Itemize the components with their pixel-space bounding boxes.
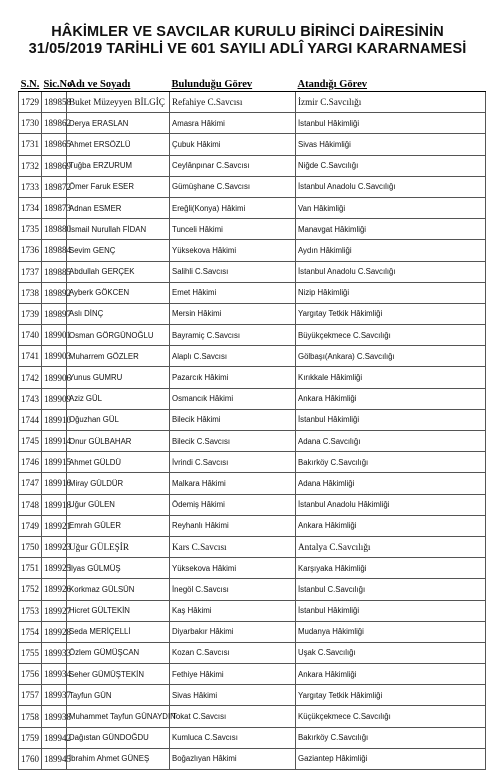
table-row bbox=[19, 558, 486, 579]
cell-name: İlyas GÜLMÜŞ bbox=[67, 558, 170, 579]
table-row bbox=[19, 621, 486, 642]
cell-assigned-post: Bakırköy C.Savcılığı bbox=[296, 452, 486, 473]
cell-sicil: 189873 bbox=[42, 197, 67, 218]
table-header-row bbox=[19, 74, 486, 92]
cell-sicil: 189862 bbox=[42, 113, 67, 134]
cell-sn: 1731 bbox=[19, 134, 42, 155]
cell-sn: 1734 bbox=[19, 197, 42, 218]
cell-assigned-post: Ankara Hâkimliği bbox=[296, 664, 486, 685]
cell-name: Muhammet Tayfun GÜNAYDIN bbox=[67, 706, 170, 727]
cell-sn: 1729 bbox=[19, 92, 42, 113]
cell-current-post: Osmancık Hâkimi bbox=[170, 388, 296, 409]
cell-assigned-post: Nizip Hâkimliği bbox=[296, 282, 486, 303]
cell-assigned-post: Gaziantep Hâkimliği bbox=[296, 748, 486, 769]
cell-sicil: 189926 bbox=[42, 579, 67, 600]
cell-assigned-post: Bakırköy C.Savcılığı bbox=[296, 727, 486, 748]
cell-current-post: Salihli C.Savcısı bbox=[170, 261, 296, 282]
cell-sicil: 189916 bbox=[42, 473, 67, 494]
cell-sicil: 189869 bbox=[42, 155, 67, 176]
cell-sn: 1756 bbox=[19, 664, 42, 685]
cell-sicil: 189880 bbox=[42, 219, 67, 240]
cell-sn: 1755 bbox=[19, 642, 42, 663]
cell-sn: 1746 bbox=[19, 452, 42, 473]
cell-assigned-post: İstanbul Hâkimliği bbox=[296, 113, 486, 134]
cell-sicil: 189914 bbox=[42, 431, 67, 452]
cell-name: Özlem GÜMÜŞCAN bbox=[67, 642, 170, 663]
table-row bbox=[19, 92, 486, 113]
cell-sn: 1739 bbox=[19, 303, 42, 324]
cell-current-post: Boğazlıyan Hâkimi bbox=[170, 748, 296, 769]
table-row bbox=[19, 727, 486, 748]
cell-assigned-post: İstanbul Anadolu C.Savcılığı bbox=[296, 176, 486, 197]
column-header-name: Adı ve Soyadı bbox=[67, 74, 170, 92]
cell-name: Muharrem GÖZLER bbox=[67, 346, 170, 367]
cell-sn: 1730 bbox=[19, 113, 42, 134]
table-row bbox=[19, 303, 486, 324]
table-row bbox=[19, 367, 486, 388]
cell-current-post: İvrindi C.Savcısı bbox=[170, 452, 296, 473]
cell-assigned-post: Manavgat Hâkimliği bbox=[296, 219, 486, 240]
cell-assigned-post: Uşak C.Savcılığı bbox=[296, 642, 486, 663]
cell-assigned-post: Antalya C.Savcılığı bbox=[296, 536, 486, 557]
cell-name: Seher GÜMÜŞTEKİN bbox=[67, 664, 170, 685]
table-row bbox=[19, 685, 486, 706]
cell-sicil: 189906 bbox=[42, 367, 67, 388]
table-row bbox=[19, 219, 486, 240]
cell-current-post: Reyhanlı Hâkimi bbox=[170, 515, 296, 536]
cell-assigned-post: Yargıtay Tetkik Hâkimliği bbox=[296, 685, 486, 706]
cell-current-post: Kaş Hâkimi bbox=[170, 600, 296, 621]
cell-current-post: Kars C.Savcısı bbox=[170, 536, 296, 557]
cell-sn: 1748 bbox=[19, 494, 42, 515]
appointments-table bbox=[18, 74, 486, 770]
cell-sn: 1749 bbox=[19, 515, 42, 536]
table-row bbox=[19, 642, 486, 663]
cell-sn: 1742 bbox=[19, 367, 42, 388]
table-row bbox=[19, 197, 486, 218]
cell-assigned-post: Van Hâkimliği bbox=[296, 197, 486, 218]
cell-name: Yunus GUMRU bbox=[67, 367, 170, 388]
cell-sicil: 189884 bbox=[42, 240, 67, 261]
table-body bbox=[19, 92, 486, 770]
cell-sicil: 189938 bbox=[42, 706, 67, 727]
cell-sicil: 189933 bbox=[42, 642, 67, 663]
column-header-sicil: Sic.No bbox=[42, 74, 67, 92]
cell-name: Tuğba ERZURUM bbox=[67, 155, 170, 176]
cell-current-post: Yüksekova Hâkimi bbox=[170, 240, 296, 261]
cell-name: Abdullah GERÇEK bbox=[67, 261, 170, 282]
cell-name: Ahmet GÜLDÜ bbox=[67, 452, 170, 473]
cell-sn: 1732 bbox=[19, 155, 42, 176]
cell-name: Oğuzhan GÜL bbox=[67, 409, 170, 430]
cell-sn: 1736 bbox=[19, 240, 42, 261]
cell-sn: 1752 bbox=[19, 579, 42, 600]
cell-assigned-post: İzmir C.Savcılığı bbox=[296, 92, 486, 113]
column-header-assigned-post: Atandığı Görev bbox=[296, 74, 486, 92]
cell-current-post: Tokat C.Savcısı bbox=[170, 706, 296, 727]
cell-assigned-post: Niğde C.Savcılığı bbox=[296, 155, 486, 176]
cell-current-post: İnegöl C.Savcısı bbox=[170, 579, 296, 600]
cell-sn: 1747 bbox=[19, 473, 42, 494]
table-row bbox=[19, 600, 486, 621]
table-row bbox=[19, 155, 486, 176]
table-row bbox=[19, 515, 486, 536]
cell-name: Tayfun GÜN bbox=[67, 685, 170, 706]
cell-sn: 1741 bbox=[19, 346, 42, 367]
cell-name: Dağıstan GÜNDOĞDU bbox=[67, 727, 170, 748]
cell-sicil: 189937 bbox=[42, 685, 67, 706]
cell-current-post: Bilecik C.Savcısı bbox=[170, 431, 296, 452]
table-row bbox=[19, 748, 486, 769]
cell-name: Emrah GÜLER bbox=[67, 515, 170, 536]
cell-current-post: Çubuk Hâkimi bbox=[170, 134, 296, 155]
table-row bbox=[19, 113, 486, 134]
cell-sn: 1737 bbox=[19, 261, 42, 282]
cell-sn: 1743 bbox=[19, 388, 42, 409]
cell-sicil: 189909 bbox=[42, 388, 67, 409]
cell-name: Uğur GÜLEŞİR bbox=[67, 536, 170, 557]
cell-sn: 1758 bbox=[19, 706, 42, 727]
cell-current-post: Ceylânpınar C.Savcısı bbox=[170, 155, 296, 176]
cell-sn: 1760 bbox=[19, 748, 42, 769]
cell-sicil: 189885 bbox=[42, 261, 67, 282]
table-row bbox=[19, 409, 486, 430]
cell-name: Adnan ESMER bbox=[67, 197, 170, 218]
table-row bbox=[19, 346, 486, 367]
cell-sicil: 189921 bbox=[42, 515, 67, 536]
cell-assigned-post: İstanbul Hâkimliği bbox=[296, 409, 486, 430]
cell-current-post: Amasra Hâkimi bbox=[170, 113, 296, 134]
cell-name: Ömer Faruk ESER bbox=[67, 176, 170, 197]
cell-current-post: Alaplı C.Savcısı bbox=[170, 346, 296, 367]
cell-sicil: 189925 bbox=[42, 558, 67, 579]
cell-sn: 1740 bbox=[19, 325, 42, 346]
cell-sicil: 189901 bbox=[42, 325, 67, 346]
table-row bbox=[19, 494, 486, 515]
cell-current-post: Ereğli(Konya) Hâkimi bbox=[170, 197, 296, 218]
cell-current-post: Kumluca C.Savcısı bbox=[170, 727, 296, 748]
cell-current-post: Bayramiç C.Savcısı bbox=[170, 325, 296, 346]
cell-assigned-post: Aydın Hâkimliği bbox=[296, 240, 486, 261]
column-header-current-post: Bulunduğu Görev bbox=[170, 74, 296, 92]
cell-sicil: 189903 bbox=[42, 346, 67, 367]
cell-current-post: Pazarcık Hâkimi bbox=[170, 367, 296, 388]
cell-assigned-post: Ankara Hâkimliği bbox=[296, 388, 486, 409]
cell-current-post: Refahiye C.Savcısı bbox=[170, 92, 296, 113]
cell-sicil: 189923 bbox=[42, 536, 67, 557]
cell-sn: 1757 bbox=[19, 685, 42, 706]
cell-assigned-post: İstanbul Anadolu Hâkimliği bbox=[296, 494, 486, 515]
cell-sn: 1735 bbox=[19, 219, 42, 240]
cell-assigned-post: Yargıtay Tetkik Hâkimliği bbox=[296, 303, 486, 324]
cell-current-post: Fethiye Hâkimi bbox=[170, 664, 296, 685]
cell-assigned-post: Sivas Hâkimliği bbox=[296, 134, 486, 155]
cell-current-post: Yüksekova Hâkimi bbox=[170, 558, 296, 579]
cell-assigned-post: Büyükçekmece C.Savcılığı bbox=[296, 325, 486, 346]
cell-name: Ahmet ERSÖZLÜ bbox=[67, 134, 170, 155]
cell-sn: 1759 bbox=[19, 727, 42, 748]
table-row bbox=[19, 282, 486, 303]
table-row bbox=[19, 240, 486, 261]
table-row bbox=[19, 706, 486, 727]
cell-sn: 1738 bbox=[19, 282, 42, 303]
cell-name: Uğur GÜLEN bbox=[67, 494, 170, 515]
cell-current-post: Bilecik Hâkimi bbox=[170, 409, 296, 430]
cell-sicil: 189865 bbox=[42, 134, 67, 155]
table-row bbox=[19, 473, 486, 494]
cell-assigned-post: Adana Hâkimliği bbox=[296, 473, 486, 494]
document-title-line-1: HÂKİMLER VE SAVCILAR KURULU BİRİNCİ DAİRESİNİN bbox=[51, 24, 444, 40]
cell-current-post: Kozan C.Savcısı bbox=[170, 642, 296, 663]
cell-sicil: 189872 bbox=[42, 176, 67, 197]
cell-sicil: 189910 bbox=[42, 409, 67, 430]
cell-current-post: Gümüşhane C.Savcısı bbox=[170, 176, 296, 197]
cell-name: Seda MERİÇELLİ bbox=[67, 621, 170, 642]
cell-sn: 1750 bbox=[19, 536, 42, 557]
cell-name: İbrahim Ahmet GÜNEŞ bbox=[67, 748, 170, 769]
cell-sicil: 189934 bbox=[42, 664, 67, 685]
table-row bbox=[19, 261, 486, 282]
table-row bbox=[19, 664, 486, 685]
cell-name: Hicret GÜLTEKİN bbox=[67, 600, 170, 621]
cell-sicil: 189942 bbox=[42, 727, 67, 748]
cell-assigned-post: İstanbul Anadolu C.Savcılığı bbox=[296, 261, 486, 282]
cell-sn: 1745 bbox=[19, 431, 42, 452]
cell-assigned-post: Mudanya Hâkimliği bbox=[296, 621, 486, 642]
table-row bbox=[19, 452, 486, 473]
table-row bbox=[19, 176, 486, 197]
cell-current-post: Diyarbakır Hâkimi bbox=[170, 621, 296, 642]
cell-sicil: 189858 bbox=[42, 92, 67, 113]
cell-assigned-post: İstanbul Hâkimliği bbox=[296, 600, 486, 621]
cell-sicil: 189927 bbox=[42, 600, 67, 621]
cell-current-post: Mersin Hâkimi bbox=[170, 303, 296, 324]
cell-name: Aslı DİNÇ bbox=[67, 303, 170, 324]
cell-name: Ayberk GÖKCEN bbox=[67, 282, 170, 303]
cell-sn: 1744 bbox=[19, 409, 42, 430]
table-row bbox=[19, 388, 486, 409]
cell-sn: 1751 bbox=[19, 558, 42, 579]
cell-name: Aziz GÜL bbox=[67, 388, 170, 409]
cell-sicil: 189897 bbox=[42, 303, 67, 324]
cell-current-post: Tunceli Hâkimi bbox=[170, 219, 296, 240]
cell-assigned-post: Kırıkkale Hâkimliği bbox=[296, 367, 486, 388]
cell-current-post: Ödemiş Hâkimi bbox=[170, 494, 296, 515]
cell-assigned-post: İstanbul C.Savcılığı bbox=[296, 579, 486, 600]
cell-sicil: 189892 bbox=[42, 282, 67, 303]
table-row bbox=[19, 325, 486, 346]
cell-name: Sevim GENÇ bbox=[67, 240, 170, 261]
cell-sn: 1754 bbox=[19, 621, 42, 642]
cell-sn: 1753 bbox=[19, 600, 42, 621]
cell-name: Onur GÜLBAHAR bbox=[67, 431, 170, 452]
cell-current-post: Emet Hâkimi bbox=[170, 282, 296, 303]
column-header-sn: S.N. bbox=[19, 74, 42, 92]
cell-sicil: 189915 bbox=[42, 452, 67, 473]
table-row bbox=[19, 431, 486, 452]
cell-sn: 1733 bbox=[19, 176, 42, 197]
cell-name: Osman GÖRGÜNOĞLU bbox=[67, 325, 170, 346]
cell-assigned-post: Küçükçekmece C.Savcılığı bbox=[296, 706, 486, 727]
table-row bbox=[19, 536, 486, 557]
cell-assigned-post: Ankara Hâkimliği bbox=[296, 515, 486, 536]
cell-current-post: Sivas Hâkimi bbox=[170, 685, 296, 706]
cell-sicil: 189918 bbox=[42, 494, 67, 515]
cell-assigned-post: Adana C.Savcılığı bbox=[296, 431, 486, 452]
cell-name: Miray GÜLDÜR bbox=[67, 473, 170, 494]
cell-name: İsmail Nurullah FİDAN bbox=[67, 219, 170, 240]
table-row bbox=[19, 134, 486, 155]
cell-name: Derya ERASLAN bbox=[67, 113, 170, 134]
document-title-line-2: 31/05/2019 TARİHLİ VE 601 SAYILI ADLÎ YARGI KARARNAMESİ bbox=[28, 41, 467, 57]
cell-current-post: Malkara Hâkimi bbox=[170, 473, 296, 494]
cell-assigned-post: Gölbaşı(Ankara) C.Savcılığı bbox=[296, 346, 486, 367]
cell-name: Buket Müzeyyen BİLGİÇ bbox=[67, 92, 170, 113]
table-row bbox=[19, 579, 486, 600]
cell-sicil: 189928 bbox=[42, 621, 67, 642]
cell-sicil: 189945 bbox=[42, 748, 67, 769]
cell-assigned-post: Karşıyaka Hâkimliği bbox=[296, 558, 486, 579]
cell-name: Korkmaz GÜLSÜN bbox=[67, 579, 170, 600]
